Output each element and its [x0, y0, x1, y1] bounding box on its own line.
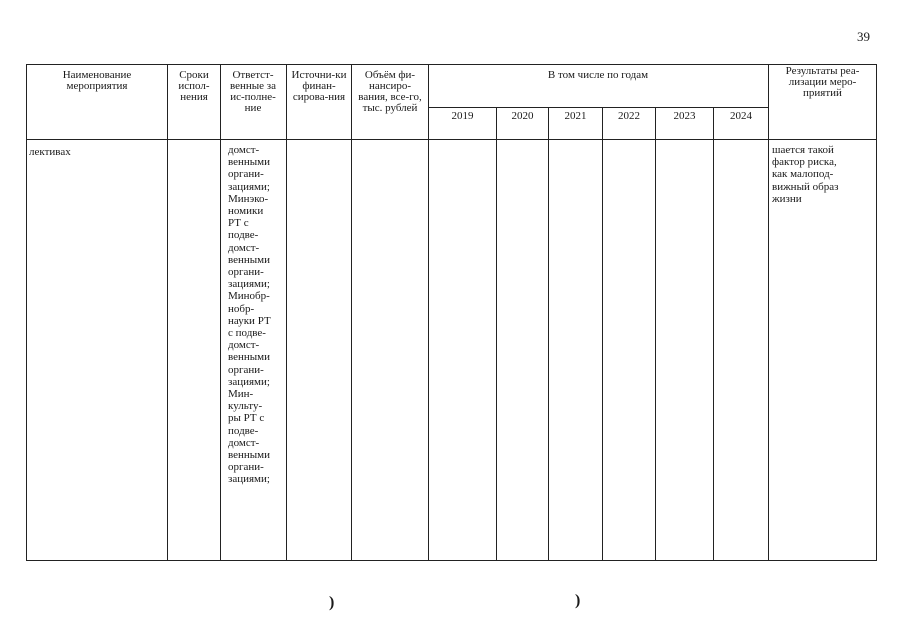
- responsible-line: Мин-: [228, 388, 254, 401]
- row-results: [772, 144, 876, 205]
- responsible-line: подве-: [228, 424, 259, 437]
- header-volume: Объём фи-нансиро-вания, все-го, тыс. рублей: [358, 69, 422, 114]
- responsible-line: венными: [228, 449, 271, 462]
- year-2022: 2022: [618, 110, 640, 122]
- responsible-line: органи-: [228, 363, 264, 376]
- responsible-line: Минэко-: [228, 192, 269, 205]
- year-2019: 2019: [451, 110, 474, 122]
- header-sources: Источни-ки финан-сирова-ния: [291, 69, 347, 103]
- header-by-years: В том числе по годам: [547, 69, 649, 81]
- scan-mark: ): [329, 594, 335, 611]
- responsible-line: зациями;: [228, 278, 270, 291]
- responsible-line: культу-: [228, 400, 263, 413]
- responsible-line: домст-: [228, 436, 260, 449]
- responsible-line: органи-: [228, 266, 264, 279]
- year-2020: 2020: [511, 110, 534, 122]
- responsible-line: венными: [228, 156, 271, 169]
- responsible-line: нобр-: [228, 302, 255, 315]
- row-responsible: [228, 144, 286, 486]
- results-line: жизни: [772, 192, 802, 205]
- row-name: лективах: [29, 146, 71, 158]
- responsible-line: ры РТ с: [228, 412, 265, 425]
- responsible-line: с подве-: [228, 327, 266, 340]
- scan-mark: ): [575, 592, 581, 609]
- responsible-line: зациями;: [228, 375, 270, 388]
- responsible-line: подве-: [228, 229, 259, 242]
- header-responsible: Ответст-венные за ис-полне-ние: [229, 69, 277, 114]
- responsible-line: науки РТ: [228, 314, 271, 327]
- page-number: 39: [857, 29, 870, 44]
- responsible-line: домст-: [228, 339, 260, 352]
- results-line: как малопод-: [772, 168, 834, 181]
- header-results: Результаты реа-лизации меро-приятий: [785, 65, 860, 99]
- year-2021: 2021: [564, 110, 587, 122]
- responsible-line: домст-: [228, 241, 260, 254]
- results-line: фактор риска,: [772, 156, 837, 169]
- responsible-line: венными: [228, 351, 271, 364]
- responsible-line: зациями;: [228, 180, 270, 193]
- responsible-line: органи-: [228, 461, 264, 474]
- responsible-line: органи-: [228, 168, 264, 181]
- header-name: Наименование мероприятия: [62, 69, 132, 92]
- year-2023: 2023: [673, 110, 696, 122]
- results-line: вижный образ: [772, 180, 839, 193]
- responsible-line: РТ с: [228, 217, 249, 230]
- year-2024: 2024: [730, 110, 752, 122]
- results-line: шается такой: [772, 144, 834, 156]
- responsible-line: зациями;: [228, 473, 270, 486]
- responsible-line: номики: [228, 205, 264, 218]
- responsible-line: венными: [228, 253, 271, 266]
- header-terms: Сроки испол-нения: [178, 69, 210, 103]
- responsible-line: Минобр-: [228, 290, 270, 303]
- responsible-line: домст-: [228, 144, 260, 156]
